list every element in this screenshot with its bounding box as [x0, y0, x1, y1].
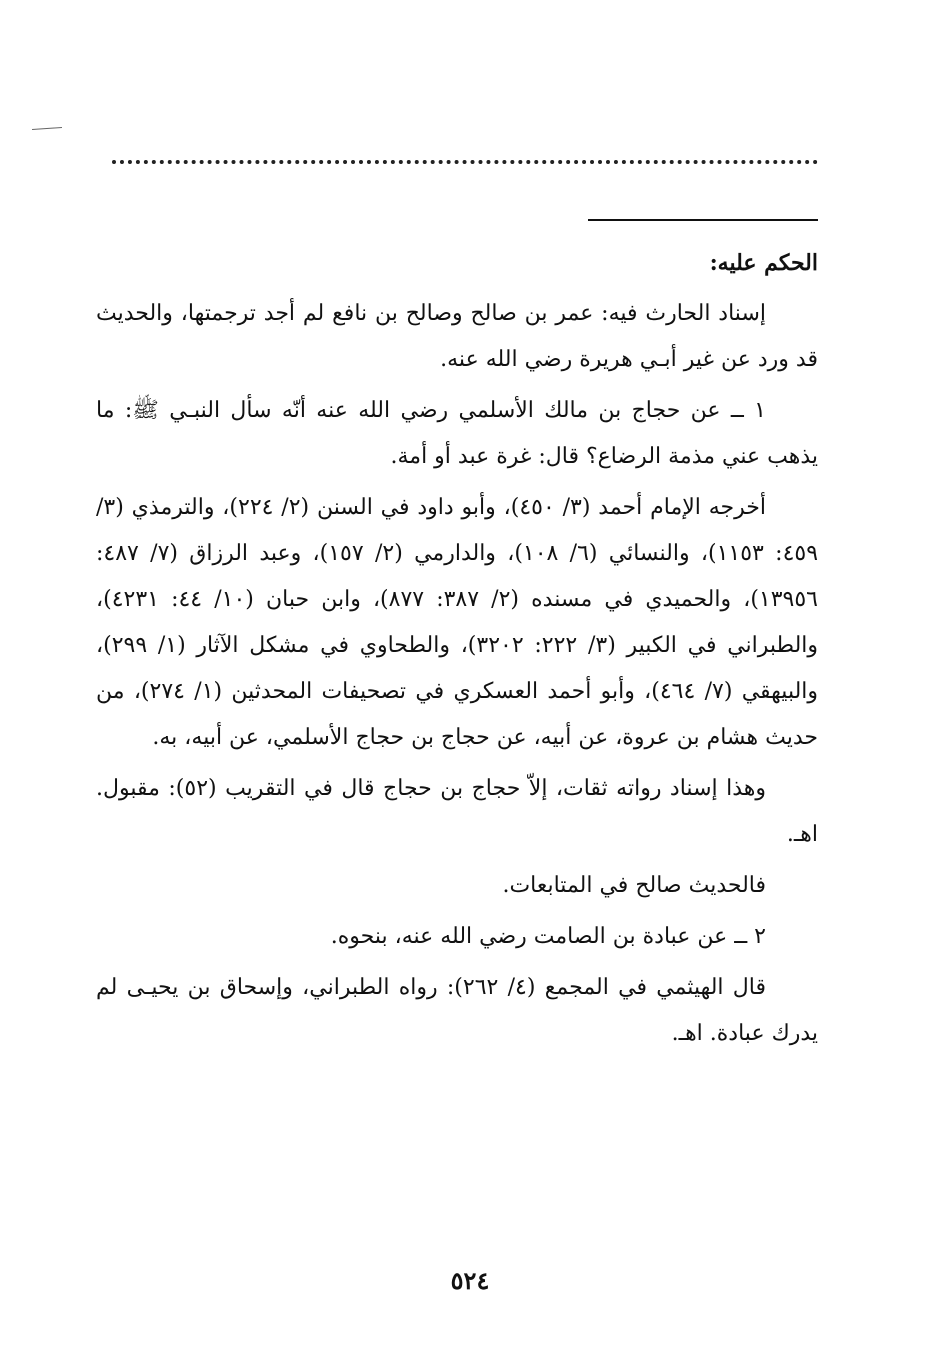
paragraph-hadith-2: ٢ ــ عن عبادة بن الصامت رضي الله عنه، بنحوه.	[330, 924, 766, 949]
section-heading: الحكم عليه:	[709, 250, 818, 276]
paragraph-conclusion: فالحديث صالح في المتابعات.	[502, 873, 766, 898]
paragraph-takhrij: أخرجه الإمام أحمد (٣/ ٤٥٠)، وأبو داود في السنن (٢/ ٢٢٤)، والترمذي (٣/ ٤٥٩: ١١٥٣)، والنسائي (٦/ ١٠٨)، والدارمي (٢/ ١٥٧)، وعبد الرزاق (٧/ ٤٨٧: ١٣٩٥٦)، والحميدي في مسنده (٢/ ٣٨٧: ٨٧٧)، وابن حبان (١٠/ ٤٤: ٤٢٣١)، والطبراني في الكبير (٣/ ٢٢٢: ٣٢٠٢)، والطحاوي في مشكل الآثار (١/ ٢٩٩)، والبيهقي (٧/ ٤٦٤)، وأبو أحمد العسكري في تصحيفات المحدثين (١/ ٢٧٤)، من حديث هشام بن عروة، عن أبيه، عن حجاج بن حجاج الأسلمي، عن أبيه، به.	[96, 495, 819, 750]
paragraph-haythami: قال الهيثمي في المجمع (٤/ ٢٦٢): رواه الطبراني، وإسحاق بن يحيـى لم يدرك عبادة. اهـ.	[96, 975, 818, 1046]
paragraph-hadith-1: ١ ــ عن حجاج بن مالك الأسلمي رضي الله عنه أنّه سأل النبـي ﷺ: ما يذهب عني مذمة الرضاع؟ قال: غرة عبد أو أمة.	[96, 398, 818, 469]
paragraph-grading: وهذا إسناد رواته ثقات، إلاّ حجاج بن حجاج قال في التقريب (٥٢): مقبول. اهـ.	[96, 776, 818, 847]
page-number: ٥٢٤	[450, 1266, 490, 1295]
paragraph-isnad-note: إسناد الحارث فيه: عمر بن صالح وصالح بن نافع لم أجد ترجمتها، والحديث قد ورد عن غير أبـي هريرة رضي الله عنه.	[96, 301, 818, 372]
page-body	[96, 240, 818, 1062]
section-rule	[588, 219, 818, 221]
dotted-separator	[112, 160, 818, 164]
margin-mark	[32, 127, 62, 130]
